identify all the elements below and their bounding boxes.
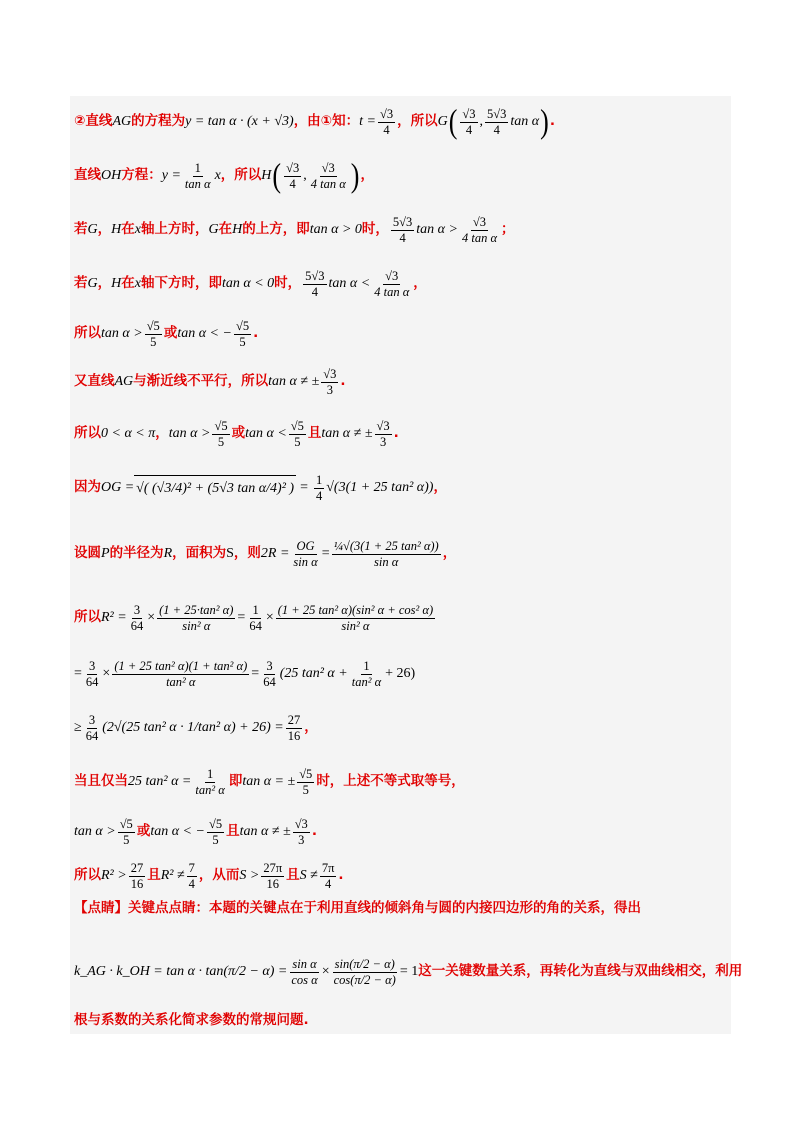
math: (25 tan² α + xyxy=(279,666,348,681)
text: 时， xyxy=(274,275,302,292)
math: y = xyxy=(161,168,181,183)
fraction: $\frac{√5}{5}$ xyxy=(208,817,223,847)
math: OG = xyxy=(101,480,135,495)
text: 且 xyxy=(226,823,240,840)
text: 即 xyxy=(228,773,243,790)
paren: ) xyxy=(540,102,549,141)
math: H xyxy=(232,222,243,237)
fraction: $\frac{\text{(1 + 25 tan² α)(1 + tan² α)}}{\text{tan² α}}$ xyxy=(114,659,248,689)
text: 所以 xyxy=(74,425,101,442)
line-3 xyxy=(74,216,515,244)
math: 2R = xyxy=(260,546,290,561)
math: AG xyxy=(112,114,132,129)
math: tan α < xyxy=(245,426,287,441)
math: x xyxy=(134,222,141,237)
math: R² = xyxy=(101,610,127,625)
fraction: $\frac{27}{16}$ xyxy=(287,713,301,743)
text: 若 xyxy=(74,275,88,292)
line-4 xyxy=(74,270,427,298)
text: ， xyxy=(155,425,169,442)
fraction: $\frac{1}{\text{tan² α}}$ xyxy=(195,767,225,797)
text: ，所以 xyxy=(220,167,262,184)
math: + 26) xyxy=(385,666,416,681)
math: = xyxy=(74,666,82,681)
text: 或 xyxy=(136,823,151,840)
text: 或 xyxy=(231,425,246,442)
math: G xyxy=(437,114,448,129)
text: 轴下方时，即 xyxy=(140,275,222,292)
math: 25 tan² α = xyxy=(128,774,192,789)
fraction: $\frac{√3}{3}$ xyxy=(323,367,337,397)
text: 与渐近线不平行，所以 xyxy=(133,373,269,390)
fraction: $\frac{√3}{4}$ xyxy=(379,107,394,137)
math: x xyxy=(214,168,221,183)
line-7 xyxy=(74,420,399,448)
text: . xyxy=(340,373,346,390)
text: ， xyxy=(433,479,447,496)
fraction: √3 4 tan α xyxy=(310,161,346,191)
fraction: √5 5 xyxy=(214,419,228,449)
fraction: $\frac{1}{\text{tan α}}$ xyxy=(184,161,211,191)
fraction: $\frac{\text{(1 + 25·tan² α)}}{\text{sin² α}}$ xyxy=(159,603,234,633)
fraction: $\frac{\text{sin α}}{\text{cos α}}$ xyxy=(291,957,318,987)
text: ②直线 xyxy=(74,113,113,130)
line-1: ②直线 AG 的方程为 y = tan α · (x + √3) ，由①知： t = $\frac{√3}{4}$ ，所以 G ( √3 4 , 5√3 4 tan α ) . xyxy=(74,102,555,141)
fraction: $\frac{\sin(\pi/2 - \alpha)}{\cos(\pi/2 - \alpha)}$ xyxy=(333,957,396,987)
text: ， xyxy=(413,275,427,292)
fraction: $\frac{√5}{5}$ xyxy=(299,767,313,797)
text: ， xyxy=(97,275,112,292)
text: 在 xyxy=(218,221,233,238)
math: y = tan α · (x + √3) xyxy=(185,114,294,129)
math: H xyxy=(111,222,122,237)
line-14 xyxy=(74,818,317,846)
text: 所以 xyxy=(74,325,101,342)
math: tan α ≠ ± xyxy=(321,426,373,441)
text: 时，上述不等式取等号， xyxy=(316,773,465,790)
fraction: 7π 4 xyxy=(321,861,335,891)
math: (2√(25 tan² α · 1/tan² α) + 26) = xyxy=(102,720,284,735)
text: 根与系数的关系化简求参数的常规问题. xyxy=(74,1012,309,1028)
text: 所以 xyxy=(74,609,101,626)
math: tan α > xyxy=(416,222,458,237)
math: tan α ≠ ± xyxy=(239,824,291,839)
text: 的方程为 xyxy=(131,113,186,130)
math: 0 < α < π xyxy=(101,426,156,441)
fraction: $\frac{3}{64}$ xyxy=(263,659,276,689)
text: ， xyxy=(360,167,374,184)
text: 因为 xyxy=(74,479,101,496)
fraction: $\frac{√3}{3}$ xyxy=(376,419,390,449)
fraction: 5√3 4 xyxy=(305,269,325,299)
fraction: $\frac{OG}{\text{sin α}}$ xyxy=(293,539,318,569)
text: 当且仅当 xyxy=(74,773,128,790)
fraction: $\frac{3}{64}$ xyxy=(85,713,99,743)
math: × xyxy=(265,610,274,625)
line-9 xyxy=(74,540,456,568)
text: ， xyxy=(97,221,112,238)
math: R² > xyxy=(101,868,127,883)
line-11 xyxy=(74,660,415,688)
math: × xyxy=(102,666,111,681)
text: 的上方，即 xyxy=(242,221,310,238)
text: 设圆 xyxy=(74,545,101,562)
line-6 xyxy=(74,368,346,396)
fraction: $\frac{3}{64}$ xyxy=(85,659,99,689)
line-5 xyxy=(74,320,258,348)
text: 方程： xyxy=(121,167,162,184)
fraction: 27 16 xyxy=(130,861,144,891)
text: 的半径为 xyxy=(109,545,164,562)
fraction: $\frac{\text{(1 + 25 tan² α)(sin² α + cos² α)}}{\text{sin² α}}$ xyxy=(277,603,434,633)
math: × xyxy=(147,610,156,625)
line-12 xyxy=(74,714,318,742)
text: . xyxy=(393,425,399,442)
math: tan α = ± xyxy=(242,774,296,789)
math: √( (√3/4)² + (5√3 tan α/4)² ) xyxy=(134,475,296,502)
paren: ( xyxy=(448,102,458,141)
fraction: √3 4 tan α xyxy=(374,269,410,299)
fraction: $\frac{1}{\text{tan² α}}$ xyxy=(351,659,382,689)
text: ，所以 xyxy=(397,113,438,130)
math: = 1 xyxy=(399,964,419,979)
math: P xyxy=(101,546,110,561)
math: AG xyxy=(114,374,134,389)
line-18 xyxy=(74,1014,309,1028)
math: S > xyxy=(239,868,260,883)
fraction: √5 5 xyxy=(119,817,133,847)
math: S xyxy=(226,546,234,561)
math: = xyxy=(237,610,246,625)
math: k_AG · k_OH = tan α · tan(π/2 − α) = xyxy=(74,964,288,979)
fraction: $\frac{\text{¼√(3(1 + 25 tan² α))}}{\text{sin α}}$ xyxy=(333,539,439,569)
text: ， xyxy=(304,719,318,736)
fraction: 5√3 4 xyxy=(487,107,507,137)
text: ，则 xyxy=(233,545,261,562)
math: S ≠ xyxy=(299,868,318,883)
text: 在 xyxy=(121,221,135,238)
text: ； xyxy=(501,221,515,238)
fraction: $\frac{1}{64}$ xyxy=(249,603,262,633)
fraction: 7 4 xyxy=(188,861,195,891)
fraction: √3 4 xyxy=(286,161,300,191)
text: ，从而 xyxy=(198,867,240,884)
line-13 xyxy=(74,768,465,796)
fraction: √3 4 xyxy=(462,107,476,137)
text: . xyxy=(549,113,555,130)
fraction: 27π 16 xyxy=(263,861,283,891)
math: G xyxy=(87,276,98,291)
line-15 xyxy=(74,862,344,890)
math: = xyxy=(251,666,260,681)
fraction: √5 5 xyxy=(290,419,304,449)
math: tan α > xyxy=(74,824,116,839)
text: ，由①知： xyxy=(293,113,360,130)
fraction: $\frac{3}{64}$ xyxy=(130,603,144,633)
math: R² ≠ xyxy=(160,868,185,883)
fraction: $\frac{√3}{3}$ xyxy=(294,817,308,847)
math: tan α < xyxy=(328,276,371,291)
text: . xyxy=(311,823,317,840)
math: t = xyxy=(359,114,376,129)
math: tan α > 0 xyxy=(309,222,362,237)
math: tan α < − xyxy=(150,824,205,839)
math: tan α xyxy=(510,114,540,129)
math: ≥ xyxy=(74,720,82,735)
line-8 xyxy=(74,474,447,502)
text: 这一关键数量关系，再转化为直线与双曲线相交，利用 xyxy=(418,963,743,980)
text: ，面积为 xyxy=(172,545,227,562)
line-16 xyxy=(74,902,641,916)
math: = xyxy=(321,546,330,561)
text: . xyxy=(338,867,344,884)
math: tan α < − xyxy=(177,326,232,341)
fraction: 5√3 4 xyxy=(392,215,413,245)
fraction: $\frac{√5}{5}$ xyxy=(235,319,250,349)
math: tan α < 0 xyxy=(221,276,275,291)
math: OH xyxy=(101,168,122,183)
math: tan α > xyxy=(168,426,211,441)
fraction: √3 4 tan α xyxy=(461,215,498,245)
text: 时， xyxy=(361,221,389,238)
text: 且 xyxy=(147,867,161,884)
text: 在 xyxy=(121,275,135,292)
math: tan α > xyxy=(101,326,143,341)
text: 轴上方时， xyxy=(140,221,209,238)
text: 所以 xyxy=(74,867,101,884)
math: H xyxy=(111,276,122,291)
text: 若 xyxy=(74,221,88,238)
math: H xyxy=(261,168,272,183)
math: = xyxy=(300,480,308,495)
text: ， xyxy=(442,545,457,562)
text: 直线 xyxy=(74,167,101,184)
text: 且 xyxy=(286,867,300,884)
math: R xyxy=(163,546,173,561)
text: . xyxy=(253,325,259,342)
text: 且 xyxy=(307,425,322,442)
text: 【点睛】关键点点睛：本题的关键点在于利用直线的倾斜角与圆的内接四边形的角的关系，得出 xyxy=(74,900,641,916)
line-2: 直线 OH 方程： y = $\frac{1}{\text{tan α}}$ x ，所以 H ( √3 4 , √3 4 tan α ) ， xyxy=(74,156,374,195)
line-10 xyxy=(74,604,437,632)
text: 或 xyxy=(163,325,178,342)
fraction: √5 5 xyxy=(146,319,160,349)
math: tan α ≠ ± xyxy=(268,374,320,389)
math: G xyxy=(208,222,219,237)
text: 又直线 xyxy=(74,373,115,390)
math: x xyxy=(134,276,141,291)
math: √(3(1 + 25 tan² α)) xyxy=(326,480,434,495)
fraction: $\frac{1}{4}$ xyxy=(315,473,323,503)
math: × xyxy=(321,964,330,979)
line-17 xyxy=(74,958,742,986)
math: G xyxy=(87,222,98,237)
